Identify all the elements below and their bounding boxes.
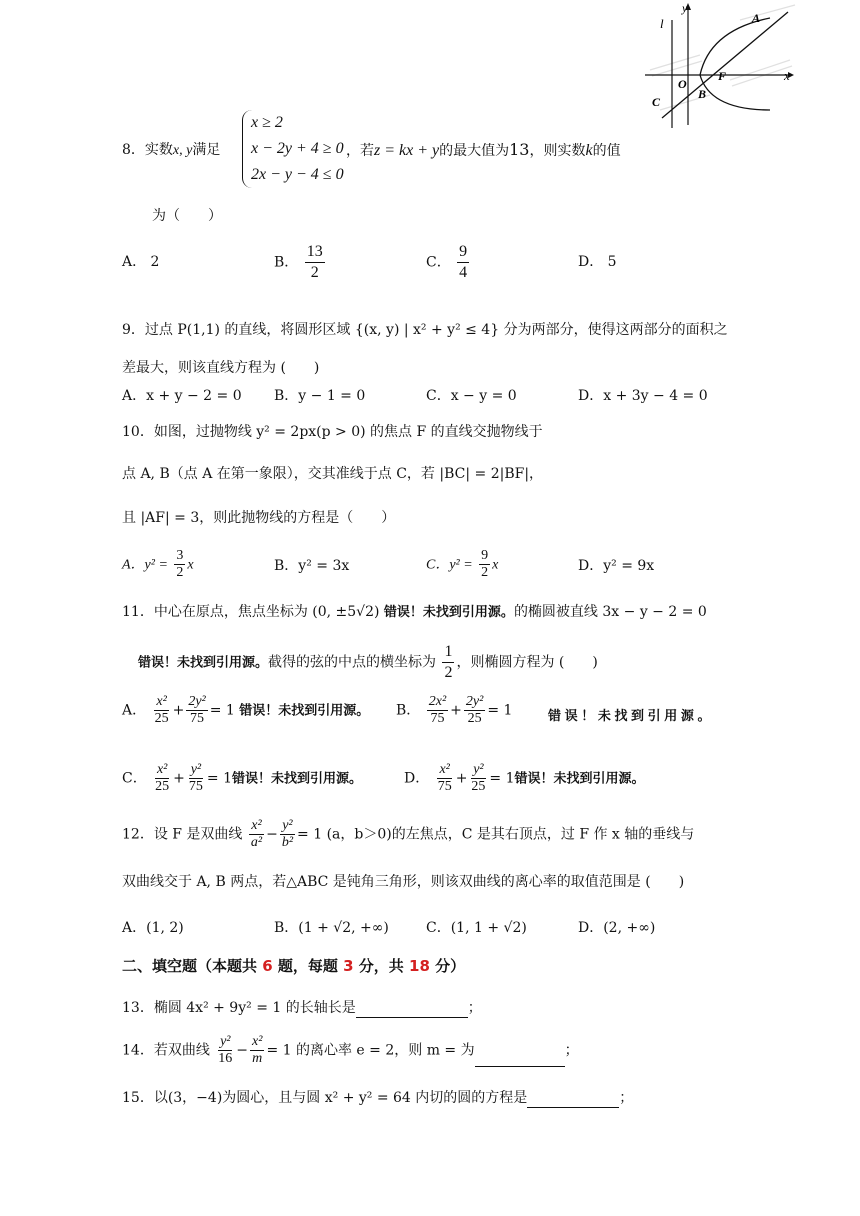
q8-c-num: 9 xyxy=(457,242,469,263)
q11-a-eq: = 1 xyxy=(209,702,235,719)
q12-option-b[interactable]: B．(1 + √2, +∞) xyxy=(274,920,389,936)
q11-b-label: B． xyxy=(396,702,421,719)
q11-half-den: 2 xyxy=(444,664,453,681)
q11-l1a: 11．中心在原点，焦点坐标为 (0, ±5√2) xyxy=(122,604,380,620)
q12-option-c[interactable]: C．(1, 1 + √2) xyxy=(426,920,527,936)
q11-line-1 xyxy=(122,602,707,622)
q15-stem: 15．以(3，−4)为圆心，且与圆 x² + y² = 64 内切的圆的方程是 xyxy=(122,1090,528,1106)
q12-line-2: 双曲线交于 A, B 两点，若△ABC 是钝角三角形，则该双曲线的离心率的取值范围是 ( ) xyxy=(122,874,685,890)
q11-d-f1d: 75 xyxy=(437,779,452,794)
q8-ineq-1: x ≥ 2 xyxy=(251,114,283,131)
q8-ineq-2: x − 2y + 4 ≥ 0 xyxy=(251,140,344,157)
q11-b-f2n: 2y² xyxy=(465,694,484,709)
q11-l2b: ，则椭圆方程为 ( ) xyxy=(456,654,598,671)
q11-a-error-ref: 错误！未找到引用源。 xyxy=(239,702,370,718)
q8-stem xyxy=(122,140,220,161)
q11-a-f2n: 2y² xyxy=(188,694,206,709)
q14-stem-a: 14．若双曲线 xyxy=(122,1042,210,1059)
q11-error-ref-1: 错误！未找到引用源。 xyxy=(383,604,514,619)
q8-option-c[interactable] xyxy=(426,242,471,283)
q11-c-eq: = 1 xyxy=(206,770,232,787)
q14-f1n: y² xyxy=(220,1034,231,1049)
q8-satisfy: 满足 xyxy=(192,142,221,158)
q11-c-f1d: 25 xyxy=(155,779,170,794)
label-A: A xyxy=(752,11,761,25)
q8-number: 8．实数 xyxy=(122,142,173,158)
q10-line-2: 点 A, B（点 A 在第一象限），交其准线于点 C，若 |BC| = 2|BF|， xyxy=(122,466,544,482)
label-y: y xyxy=(682,1,688,15)
q8-k-var: k xyxy=(585,142,593,159)
section2-c: 分，共 xyxy=(353,957,410,975)
q11-a-label: A． xyxy=(122,702,147,719)
q11-b-plus: + xyxy=(450,702,462,719)
q11-b-frac-1 xyxy=(427,694,448,727)
q11-b-f1n: 2x² xyxy=(428,694,447,709)
q10-option-c-frac xyxy=(479,548,490,581)
label-C: C xyxy=(652,95,661,109)
q14-f1d: 16 xyxy=(218,1051,233,1066)
q10-option-a[interactable] xyxy=(122,548,194,581)
q11-b-error-ref: 错 误 ！ 未 找 到 引 用 源 。 xyxy=(548,708,711,723)
q11-line-2 xyxy=(138,642,598,683)
q14 xyxy=(122,1034,579,1067)
q11-error-ref-2: 错误！未找到引用源。 xyxy=(138,654,269,670)
q13-end: ； xyxy=(467,1000,482,1016)
q8-c-den: 4 xyxy=(459,264,468,281)
q11-b-frac-2 xyxy=(464,694,485,727)
q8-cond-c: ，则实数 xyxy=(529,143,586,159)
q8-cond-d: 的值 xyxy=(592,143,621,159)
q8-tail: 为（ ） xyxy=(152,208,222,224)
q11-d-frac-1 xyxy=(436,762,454,795)
q12-f1n: x² xyxy=(251,818,262,833)
q11-d-frac-2 xyxy=(469,762,487,795)
q11-l1b: 的椭圆被直线 3x − y − 2 = 0 xyxy=(513,604,707,620)
q11-c-f2n: y² xyxy=(190,762,202,777)
q10-option-d[interactable]: D．y² = 9x xyxy=(578,558,655,574)
q14-frac-2 xyxy=(250,1034,264,1067)
q10-a-den: 2 xyxy=(176,565,184,580)
q11-c-frac-1 xyxy=(153,762,171,795)
q11-b-eq: = 1 xyxy=(487,702,513,719)
q8-b-num: 13 xyxy=(305,242,325,263)
q9-option-a[interactable]: A．x + y − 2 = 0 xyxy=(122,388,242,404)
q10-line-3: 且 |AF| = 3，则此抛物线的方程是（ ） xyxy=(122,510,396,526)
q14-stem-b: = 1 的离心率 e = 2，则 m = 为 xyxy=(266,1042,475,1059)
q14-frac-1 xyxy=(216,1034,234,1067)
q14-f2d: m xyxy=(252,1051,263,1066)
q12-minus: − xyxy=(266,826,278,843)
q11-d-label: D． xyxy=(404,770,430,787)
q10-c-num: 9 xyxy=(481,548,489,563)
q8-cond-a: ，若 xyxy=(346,143,374,159)
q11-a-plus: + xyxy=(172,702,185,719)
q12-f1d: a² xyxy=(250,835,263,850)
q10-option-c-label: C．y² = xyxy=(426,557,473,573)
q10-option-a-frac xyxy=(174,548,185,581)
q8-cond-b: 的最大值为 xyxy=(439,143,510,159)
q10-c-tail: x xyxy=(492,557,499,573)
q11-half-frac xyxy=(442,642,454,683)
q13 xyxy=(122,998,482,1018)
q11-a-f1d: 25 xyxy=(154,711,169,726)
q11-a-f1n: x² xyxy=(156,694,167,709)
q11-d-plus: + xyxy=(455,770,468,787)
section-2-heading xyxy=(122,956,465,976)
parabola-curve xyxy=(700,18,770,110)
q11-l2a: 截得的弦的中点的横坐标为 xyxy=(268,654,437,671)
q15-end: ； xyxy=(619,1090,634,1106)
q8-option-d[interactable]: D． 5 xyxy=(578,254,617,270)
q9-line-1: 9．过点 P(1,1) 的直线，将圆形区域 {(x, y) | x² + y² ≤ 4} 分为两部分，使得这两部分的面积之 xyxy=(122,322,728,338)
label-x: x xyxy=(784,68,790,83)
q15-answer-blank[interactable] xyxy=(527,1091,619,1108)
q11-d-f2d: 25 xyxy=(471,779,486,794)
q11-option-d[interactable] xyxy=(404,762,645,795)
q12-f2d: b² xyxy=(281,835,294,850)
label-O: O xyxy=(678,77,687,91)
q14-minus: − xyxy=(236,1042,249,1059)
q11-c-plus: + xyxy=(173,770,185,787)
q11-c-f2d: 75 xyxy=(188,779,203,794)
q11-b-f1d: 75 xyxy=(430,711,445,726)
q11-b-f2d: 25 xyxy=(467,711,482,726)
q14-f2n: x² xyxy=(252,1034,263,1049)
q11-d-eq: = 1 xyxy=(489,770,515,787)
section2-points-each: 3 xyxy=(343,957,354,975)
q11-a-frac-1 xyxy=(153,694,171,727)
q14-answer-blank[interactable] xyxy=(475,1050,565,1067)
q9-line-2: 差最大，则该直线方程为 ( ) xyxy=(122,360,320,376)
q9-option-c[interactable]: C．x − y = 0 xyxy=(426,388,517,404)
q8-option-b[interactable] xyxy=(274,242,327,283)
q12-line-1 xyxy=(122,818,694,851)
q12-frac-2 xyxy=(280,818,295,851)
q11-option-c[interactable] xyxy=(122,762,362,795)
q10-a-tail: x xyxy=(187,557,194,573)
q10-option-a-label: A．y² = xyxy=(122,557,168,573)
label-F: F xyxy=(718,69,727,83)
q12-f2n: y² xyxy=(282,818,293,833)
q8-option-b-frac xyxy=(305,242,325,283)
q8-option-a[interactable]: A． 2 xyxy=(122,254,160,270)
q11-a-f2d: 75 xyxy=(190,711,205,726)
q8-z-expr: z = kx + y xyxy=(374,142,440,159)
q10-option-b[interactable]: B．y² = 3x xyxy=(274,558,350,574)
section2-b: 题，每题 xyxy=(272,957,344,975)
q13-answer-blank[interactable] xyxy=(356,1001,468,1018)
q8-option-c-label: C． xyxy=(426,254,451,271)
q8-b-den: 2 xyxy=(310,264,319,281)
section2-d: 分） xyxy=(429,957,466,975)
q14-end: ； xyxy=(564,1042,579,1059)
q10-c-den: 2 xyxy=(481,565,489,580)
label-l: l xyxy=(660,16,664,31)
q12-l1a: 12．设 F 是双曲线 xyxy=(122,826,243,843)
q8-vars: x, y xyxy=(172,143,193,158)
section2-total: 18 xyxy=(409,957,430,975)
q11-d-f2n: y² xyxy=(473,762,484,777)
q11-d-error-ref: 错误！未找到引用源。 xyxy=(514,770,645,786)
q15 xyxy=(122,1088,633,1108)
q9-option-d[interactable]: D．x + 3y − 4 = 0 xyxy=(578,388,708,404)
q10-line-1: 10．如图，过抛物线 y² = 2px(p > 0) 的焦点 F 的直线交抛物线于 xyxy=(122,424,543,440)
q10-option-c[interactable] xyxy=(426,548,498,581)
q11-c-frac-2 xyxy=(187,762,205,795)
q12-option-a[interactable]: A．(1, 2) xyxy=(122,920,184,936)
q8-condition xyxy=(346,140,621,161)
parabola-figure xyxy=(640,0,800,130)
q12-l1b: = 1 (a，b＞0)的左焦点，C 是其右顶点，过 F 作 x 轴的垂线与 xyxy=(297,826,695,843)
q13-stem: 13．椭圆 4x² + 9y² = 1 的长轴长是 xyxy=(122,1000,356,1016)
q8-max-value: 13 xyxy=(509,140,530,159)
q9-option-b[interactable]: B．y − 1 = 0 xyxy=(274,388,366,404)
q8-option-c-frac xyxy=(457,242,469,283)
q11-half-num: 1 xyxy=(442,642,454,663)
q11-option-a[interactable] xyxy=(122,694,369,727)
q11-a-frac-2 xyxy=(186,694,207,727)
q12-frac-1 xyxy=(249,818,264,851)
q11-option-b[interactable] xyxy=(396,694,512,727)
section2-count: 6 xyxy=(262,957,273,975)
q10-a-num: 3 xyxy=(176,548,184,563)
q11-d-f1n: x² xyxy=(439,762,450,777)
q11-c-label: C． xyxy=(122,770,147,787)
label-B: B xyxy=(698,87,707,101)
q11-c-error-ref: 错误！未找到引用源。 xyxy=(232,770,363,786)
q8-ineq-3: 2x − y − 4 ≤ 0 xyxy=(251,166,344,183)
section2-a: 二、填空题（本题共 xyxy=(122,957,263,975)
q11-c-f1n: x² xyxy=(156,762,168,777)
q12-option-d[interactable]: D．(2, +∞) xyxy=(578,920,656,936)
q8-option-b-label: B． xyxy=(274,254,299,271)
